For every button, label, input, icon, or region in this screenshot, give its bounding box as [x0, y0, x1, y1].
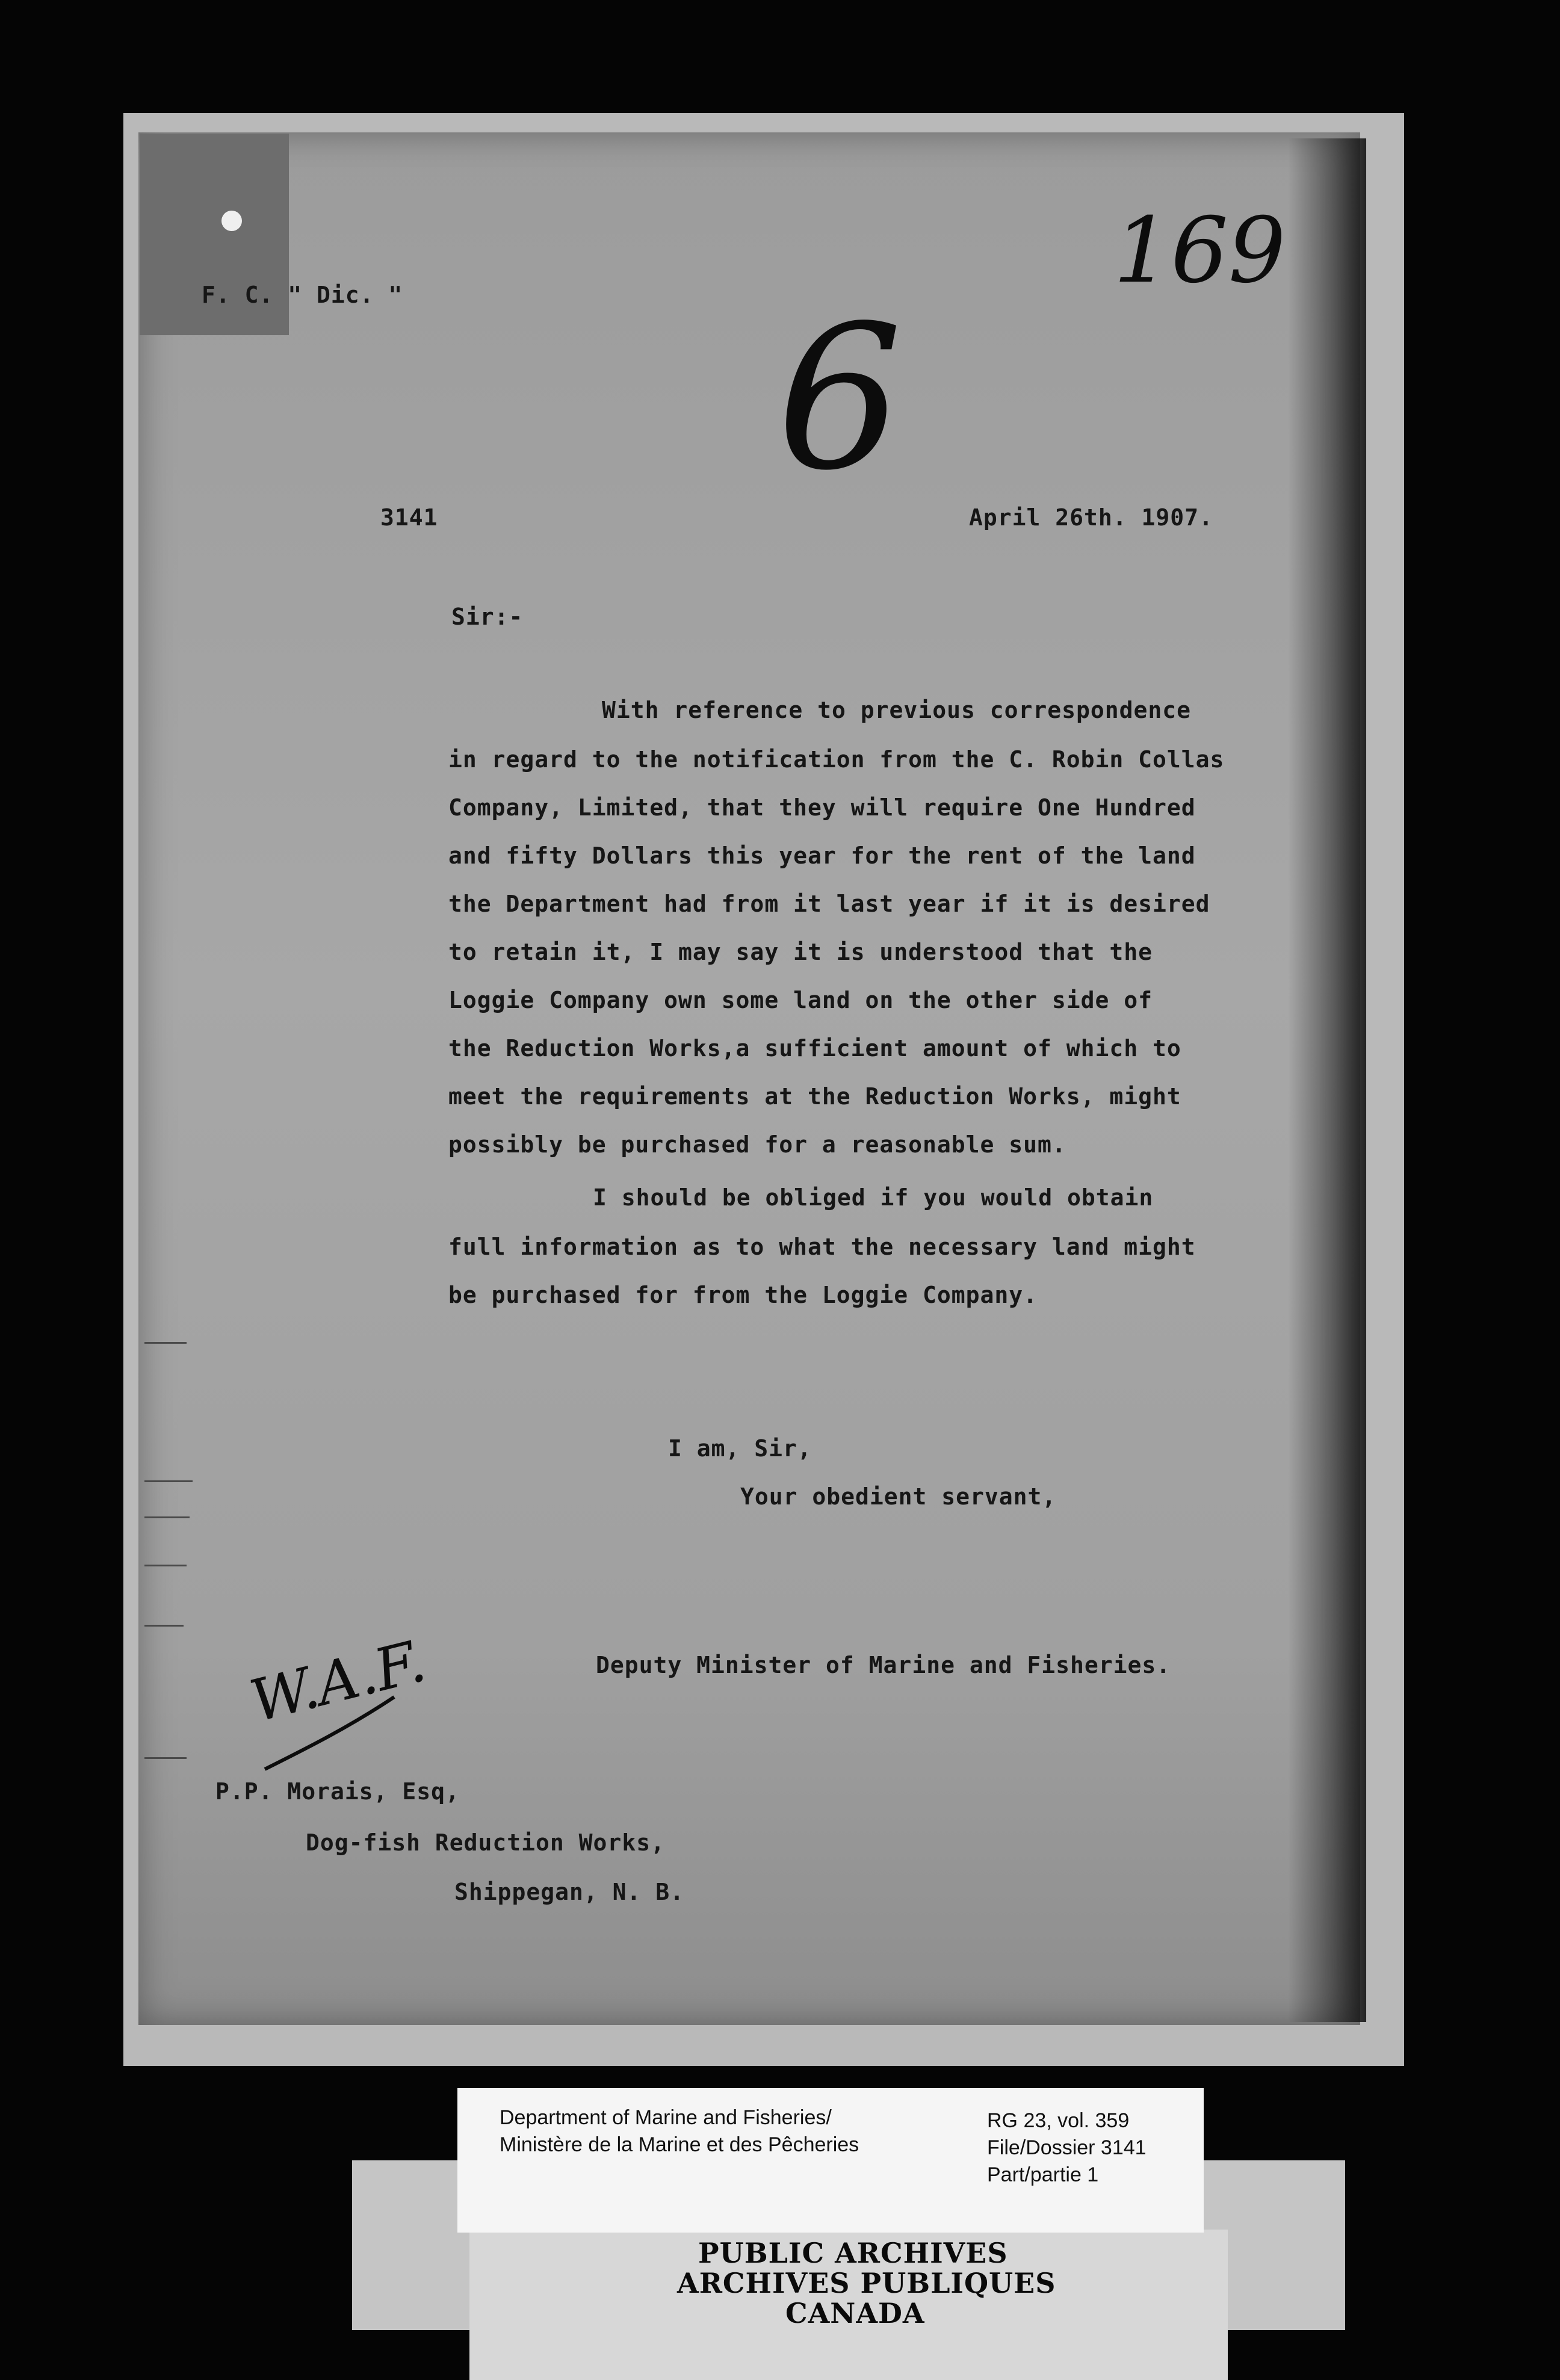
department-fr: Ministère de la Marine et des Pêcheries [500, 2133, 859, 2156]
margin-tick [144, 1342, 187, 1344]
recipient-place: Shippegan, N. B. [454, 1879, 685, 1905]
signature-title: Deputy Minister of Marine and Fisheries. [596, 1652, 1171, 1678]
body-line: in regard to the notification from the C. Robin Collas [448, 746, 1225, 773]
margin-tick [144, 1565, 187, 1566]
body-line: I should be obliged if you would obtain [593, 1184, 1154, 1211]
closing-line: Your obedient servant, [740, 1483, 1057, 1510]
body-line: meet the requirements at the Reduction Works, might [448, 1083, 1181, 1110]
salutation: Sir:- [451, 604, 524, 630]
page-edge-shadow [1288, 138, 1366, 2022]
initials-underline [259, 1691, 403, 1775]
body-line: and fifty Dollars this year for the rent of the land [448, 842, 1196, 869]
record-group: RG 23, vol. 359 [987, 2109, 1130, 2132]
archive-stamp-line: PUBLIC ARCHIVES [698, 2237, 1008, 2269]
body-line: the Department had from it last year if it is desired [448, 891, 1210, 917]
archive-stamp-line: CANADA [785, 2297, 925, 2329]
file-dossier: File/Dossier 3141 [987, 2136, 1147, 2159]
body-line: the Reduction Works,a sufficient amount of which to [448, 1035, 1181, 1062]
margin-tick [144, 1516, 190, 1518]
punch-hole [221, 211, 242, 231]
recipient-org: Dog-fish Reduction Works, [306, 1829, 665, 1856]
closing-line: I am, Sir, [668, 1435, 812, 1462]
recipient-name: P.P. Morais, Esq, [215, 1778, 460, 1805]
page-number: 169 [1113, 199, 1286, 303]
letter-date: April 26th. 1907. [969, 504, 1213, 531]
body-line: possibly be purchased for a reasonable sum. [448, 1131, 1066, 1158]
body-line: Loggie Company own some land on the other side of [448, 987, 1153, 1013]
body-line: to retain it, I may say it is understood that the [448, 939, 1153, 965]
body-line: With reference to previous correspondence [602, 697, 1191, 723]
handwritten-initials: W.A.F. [244, 1627, 432, 1736]
archive-stamp-line: ARCHIVES PUBLIQUES [677, 2267, 1056, 2299]
body-line: Company, Limited, that they will require One Hundred [448, 794, 1196, 821]
margin-tick [144, 1625, 184, 1627]
handwritten-mark: 6 [776, 283, 903, 514]
margin-tick [144, 1480, 193, 1482]
margin-tick [144, 1757, 187, 1759]
department-en: Department of Marine and Fisheries/ [500, 2106, 832, 2129]
body-line: be purchased for from the Loggie Company. [448, 1282, 1038, 1308]
file-number: 3141 [380, 504, 438, 531]
part-partie: Part/partie 1 [987, 2163, 1099, 2186]
body-line: full information as to what the necessary land might [448, 1234, 1196, 1260]
file-ref-header: F. C. " Dic. " [202, 282, 403, 308]
